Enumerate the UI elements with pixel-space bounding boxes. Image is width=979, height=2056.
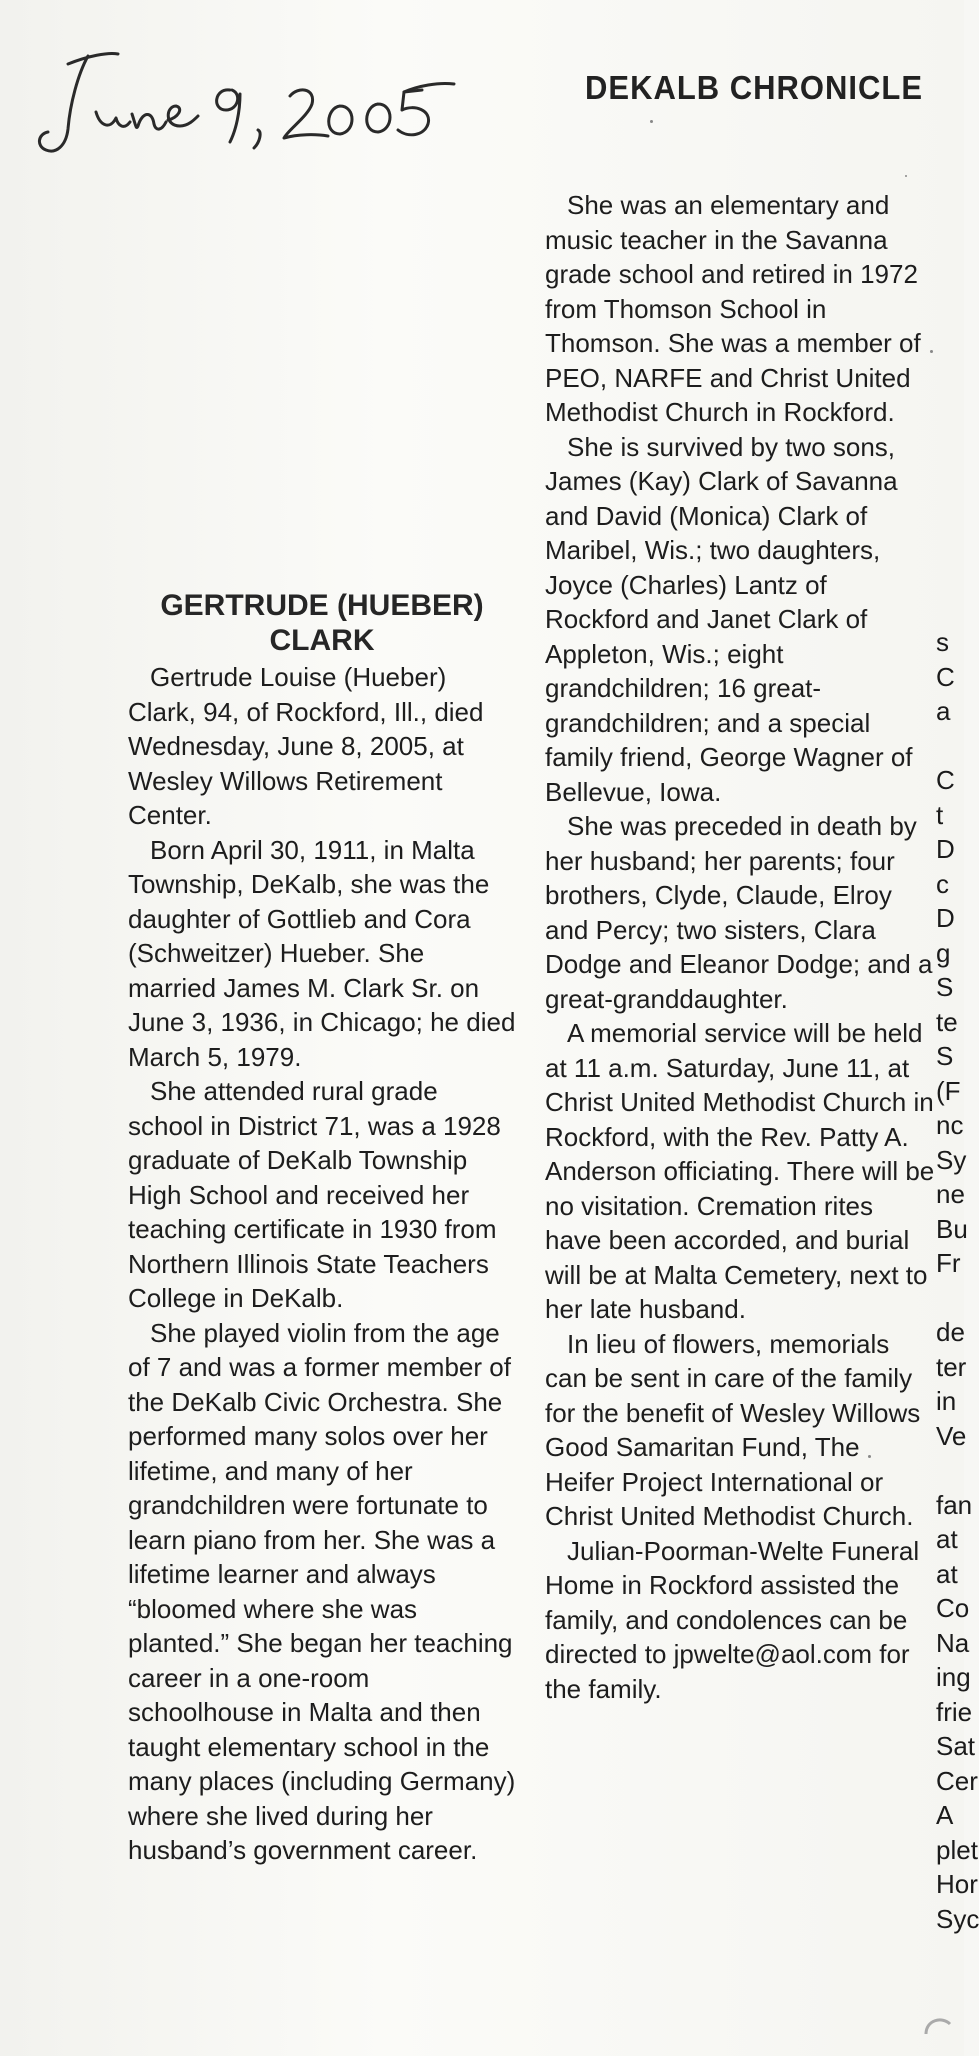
edge-fragment: nc <box>936 1110 964 1140</box>
edge-fragment: D <box>936 903 955 933</box>
edge-fragment: de <box>936 1317 965 1347</box>
handwritten-date-signature-icon <box>18 34 458 164</box>
edge-fragment: ter <box>936 1351 967 1382</box>
edge-fragment: at <box>936 1558 958 1589</box>
edge-fragment: Sy <box>936 1144 967 1175</box>
edge-fragment: Sat <box>936 1731 976 1761</box>
edge-fragment: Cer <box>936 1765 978 1796</box>
paragraph: Gertrude Louise (Hueber) Clark, 94, of Rockford, Ill., died Wednesday, June 8, 2005, at Wesley Willows Retirement Center. <box>128 662 484 830</box>
edge-fragment: Fr <box>936 1248 961 1278</box>
print-speck <box>930 350 933 353</box>
headline-line-2: CLARK <box>269 624 375 657</box>
paragraph: Born April 30, 1911, in Malta Township, DeKalb, she was the daughter of Gottlieb and Cora (Schweitzer) Hueber. She married James M. Clark Sr. on June 3, 1936, in Chicago; he died March 5, 1979. <box>128 834 516 1072</box>
headline-line-1: GERTRUDE (HUEBER) <box>160 589 484 622</box>
edge-fragment: frie <box>936 1696 973 1727</box>
paragraph: Julian-Poorman-Welte Funeral Home in Rockford assisted the family, and condolences can be directed to jpwelte@aol.com for the family. <box>545 1535 920 1704</box>
print-speck <box>868 1455 871 1458</box>
edge-gap <box>936 729 964 764</box>
edge-fragment: Bu <box>936 1213 968 1244</box>
paragraph: She is survived by two sons, James (Kay) Clark of Savanna and David (Monica) Clark of Maribel, Wis.; two daughters, Joyce (Charles) Lantz of Rockford and Janet Clark of Appleton, Wis.; eight grandchildren; 16 great-grandchildren; and a special family friend, George Wagner of Bellevue, Iowa. <box>545 431 913 807</box>
edge-fragment: a <box>936 696 951 726</box>
paragraph: In lieu of flowers, memorials can be sent in care of the family for the benefit of Wesley Willows Good Samaritan Fund, The Heifer Project International or Christ United Methodist Church. <box>545 1328 921 1531</box>
edge-fragment: S <box>936 972 954 1002</box>
edge-fragment: (F <box>936 1075 961 1106</box>
obituary-column-1 <box>128 660 516 1868</box>
paragraph: She was preceded in death by her husband; her parents; four brothers, Clyde, Claude, Elroy and Percy; two sisters, Clara Dodge and Eleanor Dodge; and a great-granddaughter. <box>545 811 933 1014</box>
obituary-column-2 <box>545 188 935 1706</box>
edge-fragment: plet <box>936 1834 978 1865</box>
edge-gap <box>936 1453 964 1488</box>
handwritten-date <box>18 34 458 164</box>
adjacent-column-fragments <box>936 625 979 1936</box>
edge-fragment: ne <box>936 1179 965 1209</box>
edge-fragment: Ve <box>936 1420 967 1451</box>
edge-fragment: te <box>936 1006 958 1037</box>
paragraph: She played violin from the age of 7 and was a former member of the DeKalb Civic Orchestra. She performed many solos over her lifetime, and many of her grandchildren were fortunate to learn piano from her. She was a lifetime learner and always “bloomed where she was planted.” She began her teaching career in a one-room schoolhouse in Malta and then taught elementary school in the many places (including Germany) where she lived during her husband’s government career. <box>128 1317 516 1865</box>
edge-fragment: S <box>936 1041 954 1071</box>
edge-fragment: C <box>936 661 955 692</box>
edge-fragment: in <box>936 1386 957 1416</box>
edge-fragment: c <box>936 868 949 899</box>
edge-fragment: Hor <box>936 1869 978 1899</box>
edge-fragment: fan <box>936 1489 973 1520</box>
print-speck <box>905 175 907 177</box>
edge-fragment: ing <box>936 1662 971 1692</box>
paragraph: She was an elementary and music teacher in the Savanna grade school and retired in 1972 from Thomson School in Thomson. She was a member of PEO, NARFE and Christ United Methodist Church in Rockford. <box>545 190 921 427</box>
obituary-headline <box>128 588 516 658</box>
edge-fragment: Syc <box>936 1903 979 1934</box>
edge-fragment: at <box>936 1524 958 1554</box>
edge-fragment: C <box>936 765 955 795</box>
edge-fragment: g <box>936 937 951 968</box>
edge-fragment: s <box>936 627 949 657</box>
edge-fragment: Co <box>936 1593 970 1623</box>
edge-fragment: Na <box>936 1627 970 1658</box>
print-speck <box>650 120 653 123</box>
paragraph: She attended rural grade school in District 71, was a 1928 graduate of DeKalb Township High School and received her teaching certificate in 1930 from Northern Illinois State Teachers College in DeKalb. <box>128 1076 501 1313</box>
newspaper-masthead: DEKALB CHRONICLE <box>585 68 924 107</box>
paragraph: A memorial service will be held at 11 a.m. Saturday, June 11, at Christ United Methodist Church in Rockford, with the Rev. Patty A. Anderson officiating. There will be no visitation. Cremation rites have been accorded, and burial will be at Malta Cemetery, next to her late husband. <box>545 1018 935 1324</box>
edge-fragment: D <box>936 834 955 864</box>
edge-gap <box>936 1281 964 1316</box>
corner-smudge-icon <box>920 2010 960 2038</box>
edge-fragment: A <box>936 1800 954 1830</box>
edge-fragment: t <box>936 799 944 830</box>
